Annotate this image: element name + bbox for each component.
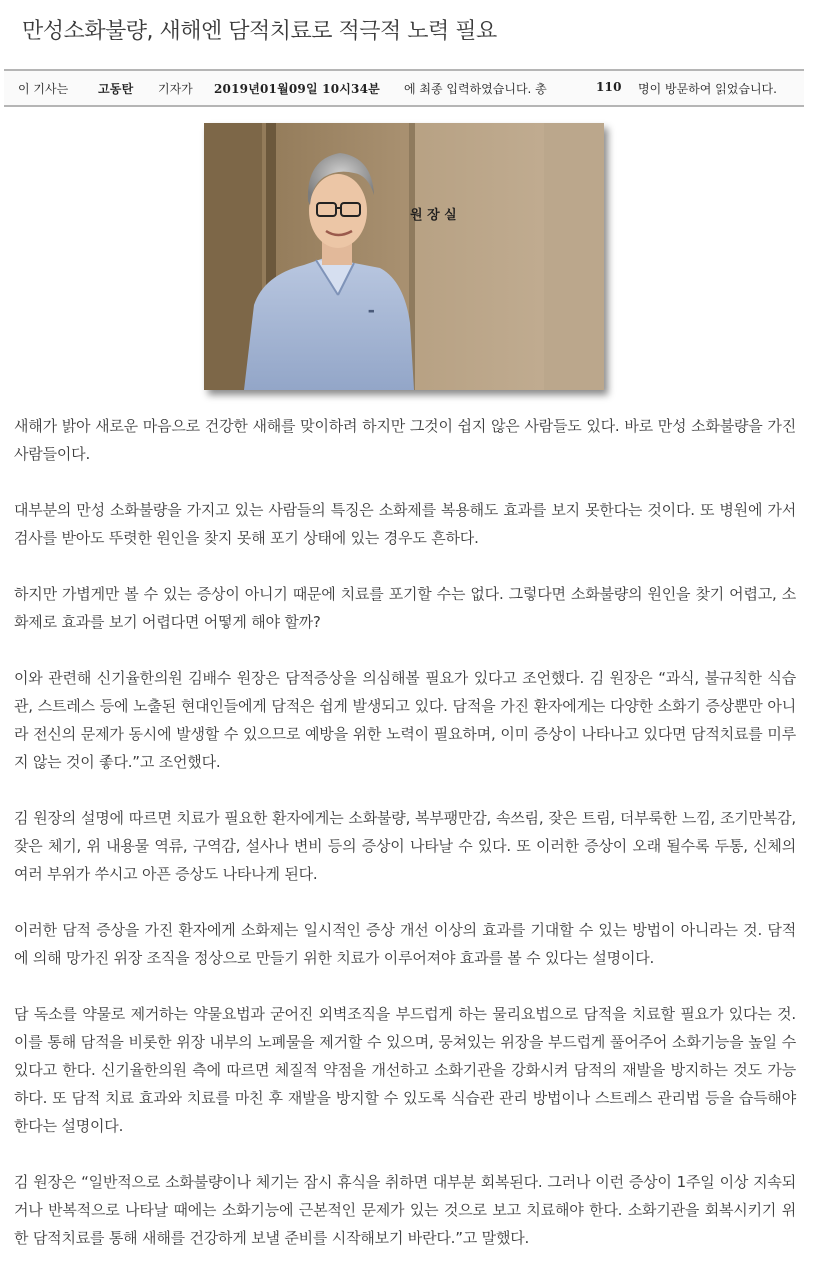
meta-prefix: 이 기사는	[18, 82, 69, 96]
meta-suffix: 명이 방문하여 읽었습니다.	[638, 82, 777, 96]
article-paragraph: 김 원장은 “일반적으로 소화불량이나 체기는 잠시 휴식을 취하면 대부분 회복된다. 그러나 이런 증상이 1주일 이상 지속되거나 반복적으로 나타날 때에는 소화기능에 근본적인 문제가 있는 것으로 보고 치료해야 한다. 소화기관을 회복시키기 위한 담적치료를 통해 새해를 건강하게 보낼 준비를 시작해보기 바란다.”고 말했다.	[14, 1173, 796, 1247]
doctor-portrait-image	[204, 123, 604, 390]
door-sign	[410, 207, 457, 223]
meta-view-count: 110	[596, 80, 622, 94]
name-tag-mark: ▬	[368, 307, 375, 315]
article-paragraph: 대부분의 만성 소화불량을 가지고 있는 사람들의 특징은 소화제를 복용해도 효과를 보지 못한다는 것이다. 또 병원에 가서 검사를 받아도 뚜렷한 원인을 찾지 못해 포기 상태에 있는 경우도 흔하다.	[14, 501, 796, 547]
meta-datetime: 2019년01월09일 10시34분	[214, 82, 380, 96]
article-paragraph: 새해가 밝아 새로운 마음으로 건강한 새해를 맞이하려 하지만 그것이 쉽지 않은 사람들도 있다. 바로 만성 소화불량을 가진 사람들이다.	[14, 417, 796, 463]
article-paragraph: 하지만 가볍게만 볼 수 있는 증상이 아니기 때문에 치료를 포기할 수는 없다. 그렇다면 소화불량의 원인을 찾기 어렵고, 소화제로 효과를 보기 어렵다면 어떻게 해야 할까?	[14, 585, 796, 631]
article-paragraph: 이와 관련해 신기율한의원 김배수 원장은 담적증상을 의심해볼 필요가 있다고 조언했다. 김 원장은 “과식, 불규칙한 식습관, 스트레스 등에 노출된 현대인들에게 담적은 쉽게 발생되고 있다. 담적을 가진 환자에게는 다양한 소화기 증상뿐만 아니라 전신의 문제가 동시에 발생할 수 있으므로 예방을 위한 노력이 필요하며, 이미 증상이 나타나고 있다면 담적치료를 미루지 않는 것이 좋다.”고 조언했다.	[14, 669, 796, 771]
meta-author: 고동탄	[98, 82, 134, 96]
article-paragraph: 김 원장의 설명에 따르면 치료가 필요한 환자에게는 소화불량, 복부팽만감, 속쓰림, 잦은 트림, 더부룩한 느낌, 조기만복감, 잦은 체기, 위 내용물 역류, 구역감, 설사나 변비 등의 증상이 나타날 수 있다. 또 이러한 증상이 오래 될수록 두통, 신체의 여러 부위가 쑤시고 아픈 증상도 나타나게 된다.	[14, 809, 796, 883]
meta-middle: 에 최종 입력하였습니다. 총	[404, 82, 547, 96]
meta-author-suffix: 기자가	[158, 82, 193, 96]
article-paragraph: 이러한 담적 증상을 가진 환자에게 소화제는 일시적인 증상 개선 이상의 효과를 기대할 수 있는 방법이 아니라는 것. 담적에 의해 망가진 위장 조직을 정상으로 만들기 위한 치료가 이루어져야 효과를 볼 수 있다는 설명이다.	[14, 921, 796, 967]
article-photo	[204, 123, 604, 390]
article-body	[14, 412, 796, 1280]
article-headline: 만성소화불량, 새해엔 담적치료로 적극적 노력 필요	[22, 19, 497, 44]
article-meta-bar	[4, 69, 804, 107]
door-sign-text: 원 장 실	[410, 208, 457, 223]
article-paragraph: 담 독소를 약물로 제거하는 약물요법과 굳어진 외벽조직을 부드럽게 하는 물리요법으로 담적을 치료할 필요가 있다는 것. 이를 통해 담적을 비롯한 위장 내부의 노폐물을 제거할 수 있으며, 뭉쳐있는 위장을 부드럽게 풀어주어 소화기능을 높일 수 있다고 한다. 신기율한의원 측에 따르면 체질적 약점을 개선하고 소화기관을 강화시켜 담적의 재발을 방지하는 것도 가능하다. 또 담적 치료 효과와 치료를 마친 후 재발을 방지할 수 있도록 식습관 관리 방법이나 스트레스 관리법 등을 습득해야 한다는 설명이다.	[14, 1005, 796, 1135]
